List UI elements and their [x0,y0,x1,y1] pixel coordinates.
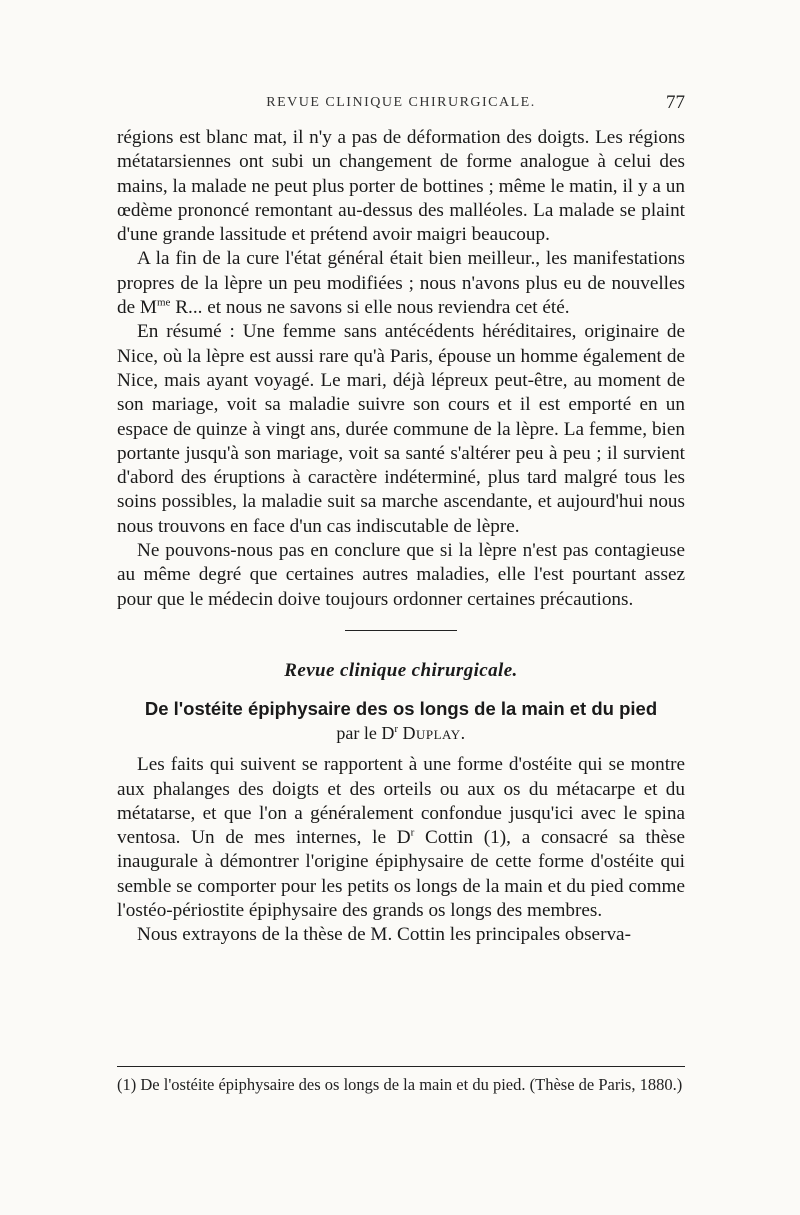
footnote-divider [117,1066,685,1067]
paragraph: En résumé : Une femme sans antécédents héréditaires, originaire de Nice, où la lèpre est aussi rare qu'à Paris, épouse un homme également de Nice, mais ayant voyagé. Le mari, déjà lépreux peut-être, au moment de son mariage, voit sa maladie suivre son cours et il est emporté en un espace de quinze à vingt ans, durée commune de la lèpre. La femme, bien portante jusqu'à son mariage, voit sa santé s'altérer peu à peu ; il survient d'abord des éruptions à caractère indéterminé, plus tard malgré tous les soins possibles, la maladie suit sa marche ascendante, et aujourd'hui nous nous trouvons en face d'un cas indiscutable de lèpre. [117,321,685,537]
article-title: De l'ostéite épiphysaire des os longs de la main et du pied [144,698,658,720]
paragraph-text: Cottin (1), a consacré sa thèse inaugurale à démontrer l'origine épiphysaire de cette forme d'ostéite qui semble se comporter pour les petits os longs de la main et du pied comme l'ostéo-périostite épiphysaire des grands os longs des membres. [117,827,685,922]
paragraph [117,753,685,923]
byline-author: Duplay. [402,723,466,744]
page-number: 77 [666,92,685,113]
byline [117,721,685,745]
paragraph: Ne pouvons-nous pas en conclure que si la lèpre n'est pas contagieuse au même degré que certaines autres maladies, elle l'est pourtant assez pour que le médecin doive toujours ordonner certaines précautions. [117,540,685,610]
byline-prefix: par le D [336,723,395,744]
superscript: r [410,826,415,839]
superscript: r [394,723,398,736]
section-divider [345,630,457,631]
paragraph: Nous extrayons de la thèse de M. Cottin les principales observa- [137,924,631,946]
superscript: me [156,296,171,309]
paragraph-text: A la fin de la cure l'état général était bien meilleur., les manifestations propres de la lèpre un peu modifiées ; nous n'avons plus eu de nouvelles de M [117,248,685,319]
paragraph-text: Les faits qui suivent se rapportent à une forme d'ostéite qui se montre aux phalanges des doigts et des orteils ou aux os du métacarpe et du métatarse, et que l'on a généralement confondue jusqu'ici avec le spina ventosa. Un de mes internes, le D [117,754,685,849]
running-title: REVUE CLINIQUE CHIRURGICALE. [266,95,536,110]
paragraph-text: R... et nous ne savons si elle nous reviendra cet été. [170,297,570,319]
footnote: (1) De l'ostéite épiphysaire des os longs de la main et du pied. (Thèse de Paris, 1880.) [117,1075,683,1094]
running-header [117,92,685,119]
paragraph: régions est blanc mat, il n'y a pas de déformation des doigts. Les régions métatarsiennes ont subi un changement de forme analogue à celui des mains, la malade ne peut plus porter de bottines ; même le matin, il y a un œdème prononcé remontant au-dessus des malléoles. La malade se plaint d'une grande lassitude et prétend avoir maigri beaucoup. [117,127,685,246]
section-heading: Revue clinique chirurgicale. [284,659,518,681]
page-body [117,126,685,948]
paragraph [117,247,685,320]
